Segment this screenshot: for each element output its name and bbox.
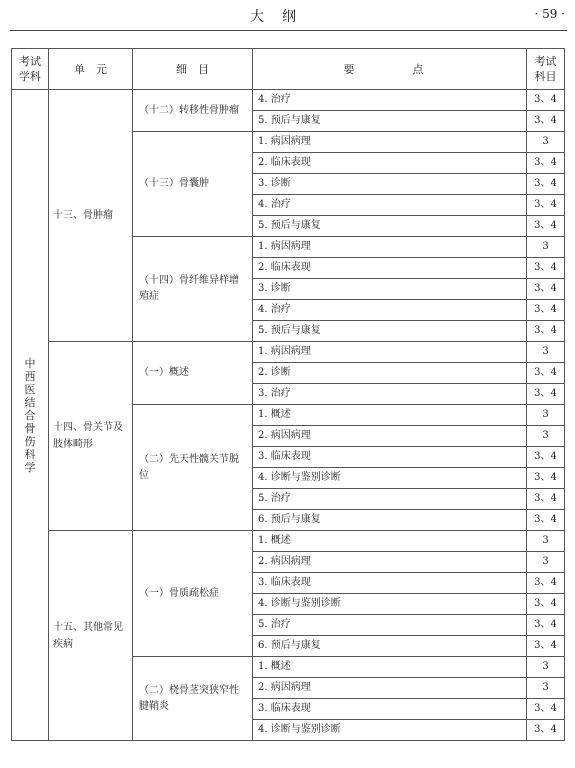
point-cell: 6. 预后与康复 (253, 636, 527, 657)
item-cell: （十三）骨囊肿 (133, 132, 253, 237)
item-cell: （一）概述 (133, 342, 253, 405)
point-cell: 4. 治疗 (253, 195, 527, 216)
header-unit: 单 元 (49, 49, 133, 90)
point-cell: 5. 预后与康复 (253, 111, 527, 132)
year-cell: 3、4 (527, 636, 565, 657)
table-row (12, 531, 565, 552)
point-cell: 1. 概述 (253, 405, 527, 426)
year-cell: 3、4 (527, 90, 565, 111)
point-cell: 5. 预后与康复 (253, 321, 527, 342)
year-cell: 3、4 (527, 258, 565, 279)
point-cell: 4. 治疗 (253, 300, 527, 321)
point-cell: 2. 病因病理 (253, 678, 527, 699)
year-cell: 3、4 (527, 489, 565, 510)
year-cell: 3、4 (527, 174, 565, 195)
table-row (12, 342, 565, 363)
point-cell: 2. 临床表现 (253, 153, 527, 174)
year-cell: 3、4 (527, 615, 565, 636)
year-cell: 3、4 (527, 447, 565, 468)
point-cell: 1. 概述 (253, 657, 527, 678)
year-cell: 3、4 (527, 300, 565, 321)
year-cell: 3、4 (527, 510, 565, 531)
year-cell: 3 (527, 678, 565, 699)
year-cell: 3、4 (527, 573, 565, 594)
year-cell: 3、4 (527, 363, 565, 384)
year-cell: 3 (527, 531, 565, 552)
item-cell: （十四）骨纤维异样增殖症 (133, 237, 253, 342)
point-cell: 1. 概述 (253, 531, 527, 552)
year-cell: 3、4 (527, 720, 565, 741)
point-cell: 2. 病因病理 (253, 552, 527, 573)
table-row (12, 90, 565, 111)
year-cell: 3、4 (527, 216, 565, 237)
point-cell: 3. 治疗 (253, 384, 527, 405)
page-number: · 59 · (534, 7, 565, 21)
point-cell: 3. 临床表现 (253, 573, 527, 594)
syllabus-table (11, 48, 565, 741)
point-cell: 3. 临床表现 (253, 699, 527, 720)
year-cell: 3、4 (527, 111, 565, 132)
year-cell: 3、4 (527, 468, 565, 489)
year-cell: 3、4 (527, 279, 565, 300)
point-cell: 1. 病因病理 (253, 342, 527, 363)
unit-cell: 十三、骨肿瘤 (49, 90, 133, 342)
year-cell: 3 (527, 552, 565, 573)
year-cell: 3、4 (527, 153, 565, 174)
point-cell: 2. 临床表现 (253, 258, 527, 279)
item-cell: （十二）转移性骨肿瘤 (133, 90, 253, 132)
page-title: 大纲 (250, 9, 314, 25)
year-cell: 3 (527, 132, 565, 153)
year-cell: 3、4 (527, 384, 565, 405)
point-cell: 2. 病因病理 (253, 426, 527, 447)
point-cell: 4. 诊断与鉴别诊断 (253, 720, 527, 741)
point-cell: 4. 诊断与鉴别诊断 (253, 468, 527, 489)
point-cell: 6. 预后与康复 (253, 510, 527, 531)
header-points: 要 点 (253, 49, 527, 90)
point-cell: 5. 治疗 (253, 615, 527, 636)
year-cell: 3 (527, 237, 565, 258)
point-cell: 5. 治疗 (253, 489, 527, 510)
header-rule (10, 30, 567, 31)
unit-cell: 十五、其他常见疾病 (49, 531, 133, 741)
item-cell: （二）先天性髋关节脱位 (133, 405, 253, 531)
year-cell: 3 (527, 426, 565, 447)
item-cell: （一）骨质疏松症 (133, 531, 253, 657)
table-body (12, 90, 565, 741)
table-header-row (12, 49, 565, 90)
header-item: 细 目 (133, 49, 253, 90)
header-year: 考试 科目 (527, 49, 565, 90)
item-cell: （二）桡骨茎突狭窄性腱鞘炎 (133, 657, 253, 741)
point-cell: 5. 预后与康复 (253, 216, 527, 237)
year-cell: 3、4 (527, 594, 565, 615)
point-cell: 1. 病因病理 (253, 237, 527, 258)
year-cell: 3 (527, 657, 565, 678)
point-cell: 3. 临床表现 (253, 447, 527, 468)
subject-cell (12, 90, 49, 741)
year-cell: 3、4 (527, 699, 565, 720)
point-cell: 3. 诊断 (253, 279, 527, 300)
unit-cell: 十四、骨关节及肢体畸形 (49, 342, 133, 531)
subject-label: 中西医结合骨伤科学 (24, 356, 36, 474)
year-cell: 3 (527, 342, 565, 363)
header-subject: 考试 学科 (12, 49, 49, 90)
page-header (0, 0, 575, 40)
point-cell: 2. 诊断 (253, 363, 527, 384)
point-cell: 4. 诊断与鉴别诊断 (253, 594, 527, 615)
year-cell: 3、4 (527, 321, 565, 342)
year-cell: 3、4 (527, 195, 565, 216)
point-cell: 4. 治疗 (253, 90, 527, 111)
point-cell: 3. 诊断 (253, 174, 527, 195)
year-cell: 3 (527, 405, 565, 426)
point-cell: 1. 病因病理 (253, 132, 527, 153)
